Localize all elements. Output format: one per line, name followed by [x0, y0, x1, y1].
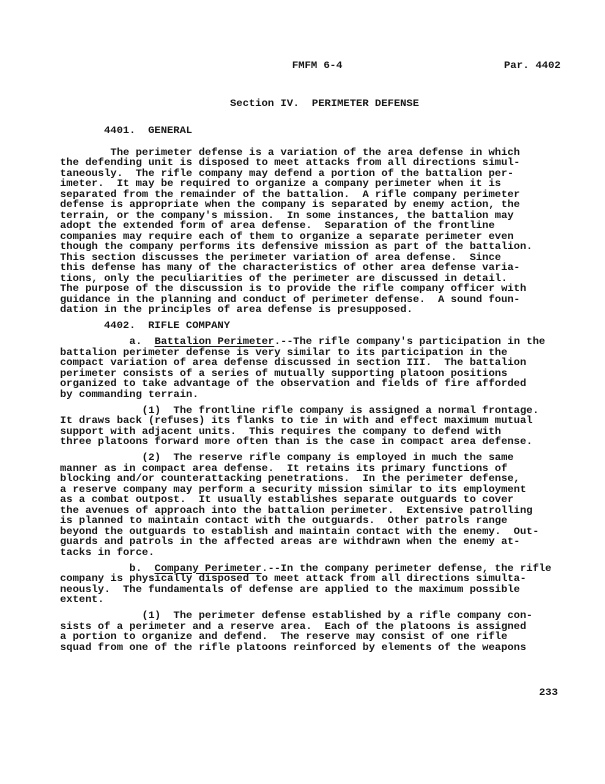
text-line: beyond the outguards to establish and maintain contact with the enemy. Out-: [60, 525, 539, 538]
text-line: terrain, or the company's mission. In some instances, the battalion may: [60, 209, 514, 222]
text-line: It draws back (refuses) its flanks to tie in with and effect maximum mutual: [60, 415, 533, 427]
text-line: adopt the extended form of area defense. Separation of the frontline: [60, 220, 495, 232]
text-line: imeter. It may be required to organize a company perimeter when it is: [60, 178, 502, 190]
text-line: sists of a perimeter and a reserve area. Each of the platoons is assigned: [60, 620, 527, 633]
paragraph-block: [60, 564, 590, 606]
text-line: compact variation of area defense discussed in section III. The battalion: [60, 357, 527, 369]
underlined-term: Battalion Perimeter: [154, 336, 275, 348]
text-line: taneously. The rifle company may defend a portion of the battalion per-: [60, 167, 514, 180]
text-line: by commanding terrain.: [60, 388, 199, 401]
text-line: battalion perimeter defense is very similar to its participation in the: [60, 346, 508, 359]
text-line: tions, only the peculiarities of the perimeter are discussed in detail.: [60, 272, 508, 285]
underlined-term: Company Perimeter: [154, 562, 262, 575]
text-line: this defense has many of the characteristics of other area defense varia-: [60, 262, 520, 274]
text-line: the defending unit is disposed to meet attacks from all directions simul-: [60, 157, 520, 169]
text-line: squad from one of the rifle platoons reinforced by elements of the weapons: [60, 641, 527, 654]
text-line: guards and patrols in the affected areas are withdrawn when the enemy at-: [60, 536, 520, 548]
paragraph-block: [60, 453, 590, 558]
text-line: (2) The reserve rifle company is employed in much the same: [60, 452, 514, 464]
paragraph-block: [60, 406, 590, 448]
text-line: a. Battalion Perimeter.--The rifle company's participation in the: [60, 336, 546, 348]
text-line: though the company performs its defensive mission as part of the battalion.: [60, 241, 533, 253]
text-line: company is physically disposed to meet attack from all directions simulta-: [60, 573, 527, 585]
text-line: perimeter consists of a series of mutually supporting platoon positions: [60, 367, 508, 380]
text-line: dation in the principles of area defense is presupposed.: [60, 304, 413, 316]
text-line: (1) The perimeter defense established by a rifle company con-: [60, 610, 533, 622]
text-line: tacks in force.: [60, 546, 155, 559]
text-line: (1) The frontline rifle company is assigned a normal frontage.: [60, 404, 539, 417]
text-line: neously. The fundamentals of defense are applied to the maximum possible: [60, 583, 520, 596]
paragraph-block: [60, 611, 590, 653]
text-line: a reserve company may perform a security mission similar to its employment: [60, 483, 527, 496]
header-paragraph-ref: Par. 4402: [504, 60, 561, 72]
text-line: organized to take advantage of the observation and fields of fire afforded: [60, 378, 527, 390]
text-line: defense is appropriate when the company is separated by enemy action, the: [60, 199, 520, 211]
text-line: three platoons forward more often than is the case in compact area defense.: [60, 436, 533, 448]
text-line: extent.: [60, 594, 105, 606]
text-line: This section discusses the perimeter variation of area defense. Since: [60, 251, 502, 264]
text-line: The perimeter defense is a variation of the area defense in which: [60, 146, 520, 159]
document-body: [60, 126, 590, 653]
text-line: The purpose of the discussion is to provide the rifle company officer with: [60, 283, 527, 295]
section-title: Section IV. PERIMETER DEFENSE: [230, 98, 420, 110]
text-line: separated from the remainder of the battalion. A rifle company perimeter: [60, 188, 520, 201]
header-doc-id: FMFM 6-4: [292, 60, 343, 72]
text-line: as a combat outpost. It usually establishes separate outguards to cover: [60, 494, 514, 506]
text-line: manner as in compact area defense. It retains its primary functions of: [60, 462, 508, 475]
text-line: is planned to maintain contact with the outguards. Other patrols range: [60, 515, 508, 527]
paragraph-block: [60, 337, 590, 400]
text-line: guidance in the planning and conduct of perimeter defense. A sound foun-: [60, 293, 520, 306]
text-line: the avenues of approach into the battalion perimeter. Extensive patrolling: [60, 504, 533, 517]
page-number: 233: [539, 687, 558, 699]
text-line: b. Company Perimeter.--In the company perimeter defense, the rifle: [60, 562, 552, 575]
paragraph-block: [60, 148, 590, 316]
text-line: blocking and/or counterattacking penetrations. In the perimeter defense,: [60, 473, 520, 485]
section-heading: 4401. GENERAL: [104, 125, 193, 137]
text-line: support with adjacent units. This requires the company to defend with: [60, 425, 502, 438]
text-line: companies may require each of them to organize a separate perimeter even: [60, 230, 514, 243]
text-line: a portion to organize and defend. The reserve may consist of one rifle: [60, 631, 508, 643]
section-heading: 4402. RIFLE COMPANY: [104, 320, 231, 332]
